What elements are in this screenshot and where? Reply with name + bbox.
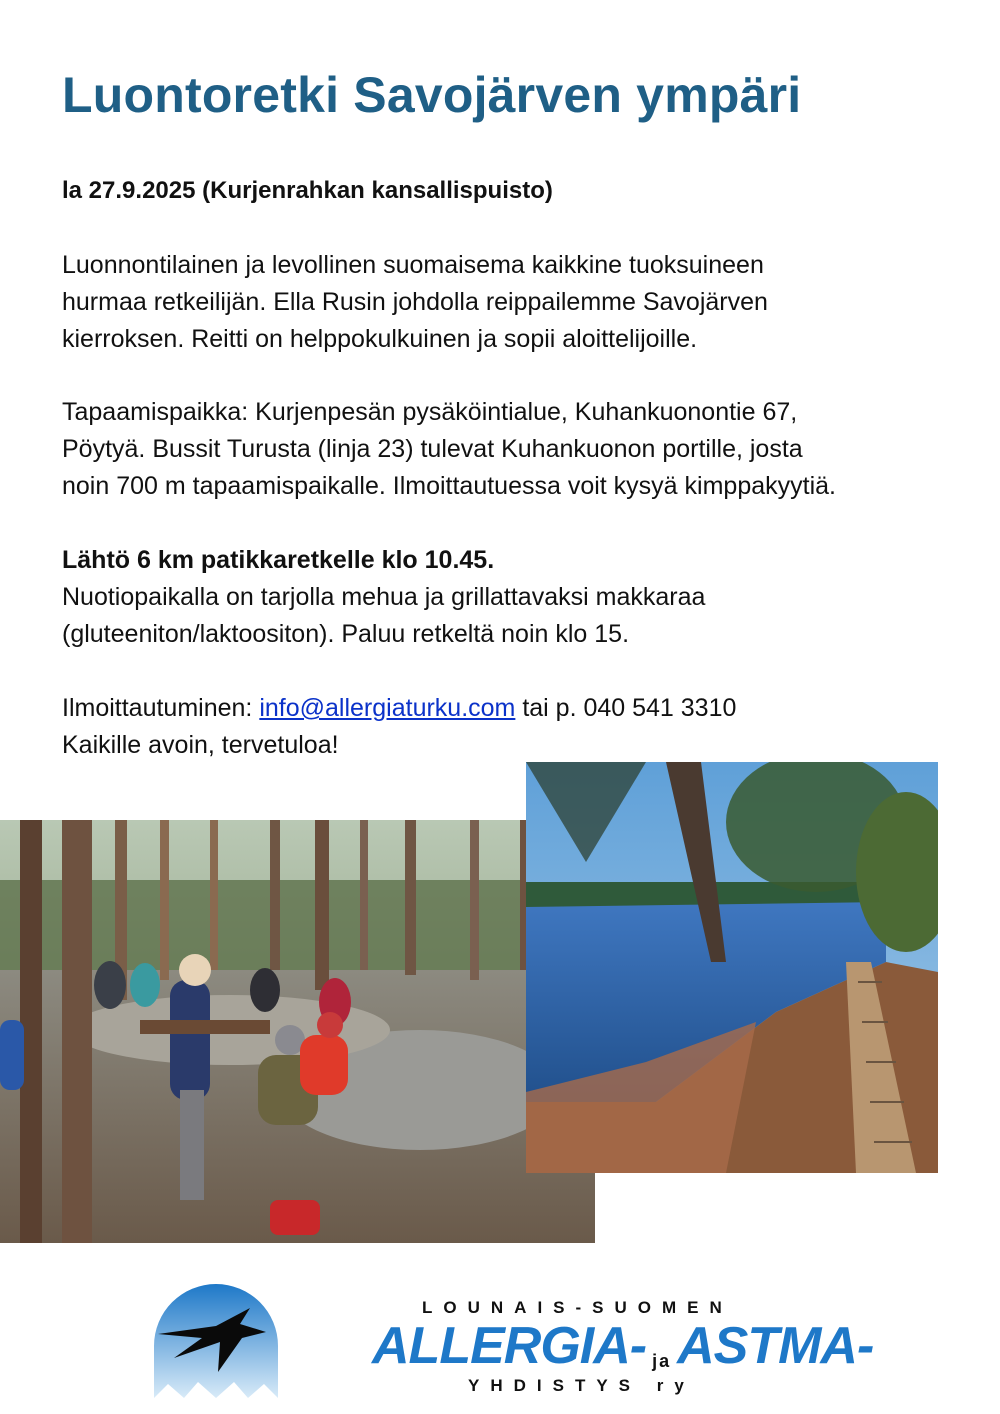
text-line: (gluteeniton/laktoositon). Paluu retkeltä noin klo 15.	[62, 620, 630, 648]
welcome-line: Kaikille avoin, tervetuloa!	[62, 731, 339, 759]
meeting-paragraph	[62, 394, 952, 505]
phone-text: tai p. 040 541 3310	[515, 694, 737, 722]
text-line: hurmaa retkeilijän. Ella Rusin johdolla reippailemme Savojärven	[62, 288, 768, 316]
email-link[interactable]: info@allergiaturku.com	[259, 694, 516, 722]
registration-label: Ilmoittautuminen:	[62, 694, 260, 722]
event-date: la 27.9.2025 (Kurjenrahkan kansallispuisto)	[62, 177, 553, 204]
intro-paragraph	[62, 247, 952, 358]
text-line: Tapaamispaikka: Kurjenpesän pysäköintialue, Kuhankuonontie 67,	[62, 398, 798, 426]
campfire-paragraph	[62, 579, 952, 653]
org-word-allergia: ALLERGIA-	[372, 1317, 647, 1375]
org-conjunction: ja	[652, 1351, 672, 1371]
text-line: kierroksen. Reitti on helppokulkuinen ja sopii aloittelijoille.	[62, 325, 698, 353]
departure-line: Lähtö 6 km patikkaretkelle klo 10.45.	[62, 546, 495, 574]
org-word-astma: ASTMA-	[677, 1317, 874, 1375]
page-title: Luontoretki Savojärven ympäri	[62, 67, 802, 123]
text-line: Nuotiopaikalla on tarjolla mehua ja grillattavaksi makkaraa	[62, 583, 706, 611]
registration-block	[62, 690, 952, 764]
campfire-group-photo	[0, 820, 595, 1243]
swallow-logo-icon	[146, 1280, 286, 1400]
org-region: LOUNAIS-SUOMEN	[422, 1298, 733, 1317]
text-line: Pöytyä. Bussit Turusta (linja 23) tulevat Kuhankuonon portille, josta	[62, 435, 803, 463]
org-type: YHDISTYS ry	[468, 1376, 695, 1395]
text-line: Luonnontilainen ja levollinen suomaisema kaikkine tuoksuineen	[62, 251, 764, 279]
lake-boardwalk-photo	[526, 762, 938, 1173]
registration-line	[62, 690, 952, 727]
text-line: noin 700 m tapaamispaikalle. Ilmoittautuessa voit kysyä kimppakyytiä.	[62, 472, 836, 500]
